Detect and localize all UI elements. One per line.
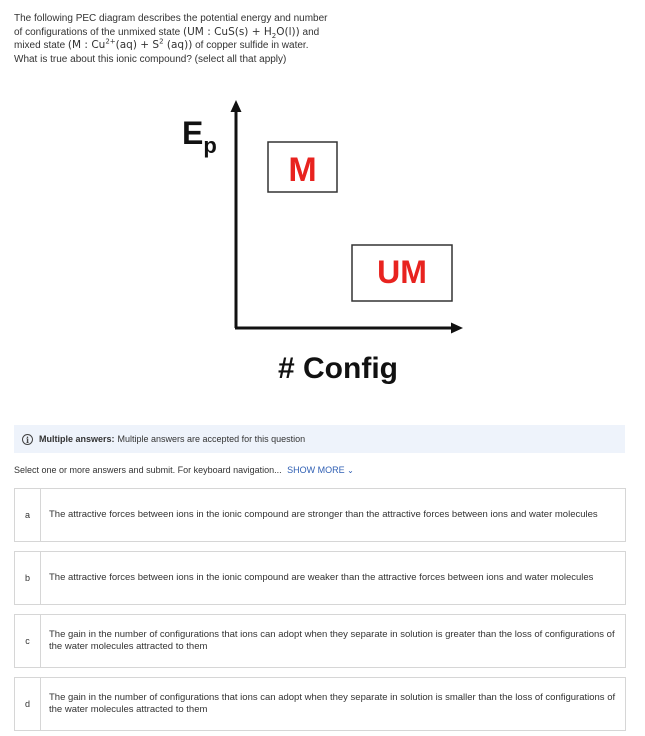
instructions-text: Select one or more answers and submit. For keyboard navigation... (14, 465, 282, 475)
show-more-link[interactable]: SHOW MORE ⌄ (287, 465, 354, 475)
instructions (14, 465, 354, 475)
option-letter: b (15, 552, 41, 604)
question-line-4: What is true about this ionic compound? (select all that apply) (14, 53, 287, 65)
option-d[interactable] (14, 677, 626, 731)
option-text: The attractive forces between ions in the ionic compound are weaker than the attractive forces between ions and water molecules (49, 572, 594, 583)
multiple-answers-banner (14, 425, 625, 453)
option-letter: d (15, 678, 41, 730)
option-text: The gain in the number of configurations that ions can adopt when they separate in solution is smaller than the loss of configurations of the water molecules attracted to them (49, 692, 616, 715)
option-b[interactable] (14, 551, 626, 605)
box-um (352, 245, 452, 301)
option-a[interactable] (14, 488, 626, 542)
banner-title: Multiple answers: (39, 434, 115, 444)
question-line-3: mixed state (M : $Cu^{2+}(aq) + S^2$ (aq)) of copper sulfide in water. (14, 37, 309, 51)
option-text: The attractive forces between ions in the ionic compound are stronger than the attractive forces between ions and water molecules (49, 509, 598, 520)
info-icon: i (22, 434, 33, 445)
option-letter: c (15, 615, 41, 667)
question-text (14, 12, 374, 66)
x-axis (235, 323, 463, 334)
option-letter: a (15, 489, 41, 541)
question-line-2: of configurations of the unmixed state (UM : $CuS(s) + H_2O(l)$) and (14, 25, 320, 40)
x-axis-label: # Config (278, 352, 398, 385)
option-text: The gain in the number of configurations that ions can adopt when they separate in solution is greater than the loss of configurations of the water molecules attracted to them (49, 629, 615, 652)
pec-diagram (175, 98, 475, 398)
y-axis (231, 100, 242, 328)
option-c[interactable] (14, 614, 626, 668)
chevron-down-icon: ⌄ (347, 466, 354, 475)
svg-text:UM: UM (377, 254, 427, 290)
svg-text:M: M (288, 151, 317, 189)
question-line-1: The following PEC diagram describes the potential energy and number (14, 13, 328, 24)
y-axis-label: $E_p$ (182, 115, 217, 158)
box-m (268, 142, 337, 192)
banner-text: Multiple answers are accepted for this question (117, 434, 306, 444)
